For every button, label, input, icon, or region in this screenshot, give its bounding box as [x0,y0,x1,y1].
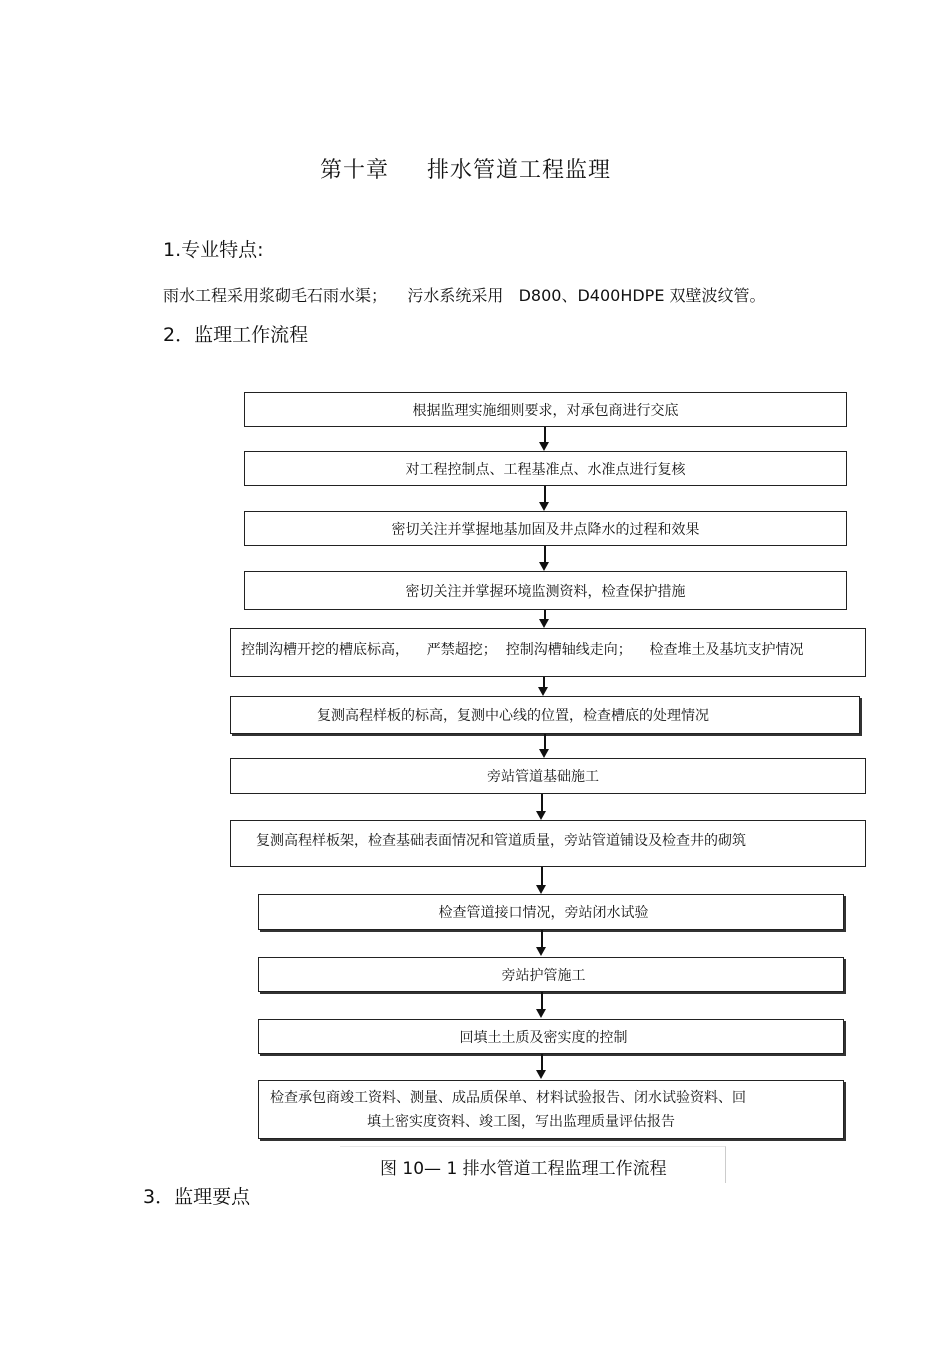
section-1-text: 雨水工程采用浆砌毛石雨水渠； 污水系统采用 D800、D400HDPE 双壁波纹管。 [163,286,766,305]
page-title [320,153,611,184]
flow-step-5-label: 控制沟槽开挖的槽底标高， 严禁超挖； 控制沟槽轴线走向； 检查堆土及基坑支护情况 [241,642,804,658]
flow-step-12 [258,1080,844,1139]
flow-step-9-label: 检查管道接口情况，旁站闭水试验 [438,905,649,921]
chapter-name: 排水管道工程监理 [427,158,612,183]
section-2-heading: 2．监理工作流程 [163,324,309,346]
flow-step-12-line-2: 填土密实度资料、竣工图，写出监理质量评估报告 [367,1113,675,1130]
flow-step-3-label: 密切关注并掌握地基加固及井点降水的过程和效果 [391,521,700,538]
chapter-number: 第十章 [320,158,390,183]
flow-step-11-label: 回填土土质及密实度的控制 [459,1029,628,1046]
figure-caption: 图 10— 1 排水管道工程监理工作流程 [380,1159,667,1179]
flow-step-4-label: 密切关注并掌握环境监测资料，检查保护措施 [405,583,686,600]
flow-step-2 [244,451,847,486]
flow-step-8 [230,820,866,867]
section-1-heading: 1.专业特点: [163,239,264,261]
flow-step-7 [230,758,866,794]
flow-step-3 [244,511,847,546]
flow-step-5 [230,628,866,677]
flow-step-1-label: 根据监理实施细则要求，对承包商进行交底 [412,402,679,419]
section-3-heading: 3．监理要点 [143,1186,251,1208]
flow-step-2-label: 对工程控制点、工程基准点、水准点进行复核 [405,461,686,478]
flow-step-4 [244,571,847,610]
flow-step-10 [258,957,844,992]
flow-step-12-line-1: 检查承包商竣工资料、测量、成品质保单、材料试验报告、闭水试验资料、回 [270,1089,746,1106]
flow-step-10-label: 旁站护管施工 [501,967,586,984]
flow-step-7-label: 旁站管道基础施工 [487,769,599,785]
flow-step-6 [230,696,860,734]
flow-step-1 [244,392,847,427]
flow-step-9 [258,894,844,930]
flow-step-6-label: 复测高程样板的标高，复测中心线的位置，检查槽底的处理情况 [317,708,709,724]
flow-step-8-label: 复测高程样板架，检查基础表面情况和管道质量，旁站管道铺设及检查井的砌筑 [256,833,746,849]
flow-step-11 [258,1019,844,1054]
